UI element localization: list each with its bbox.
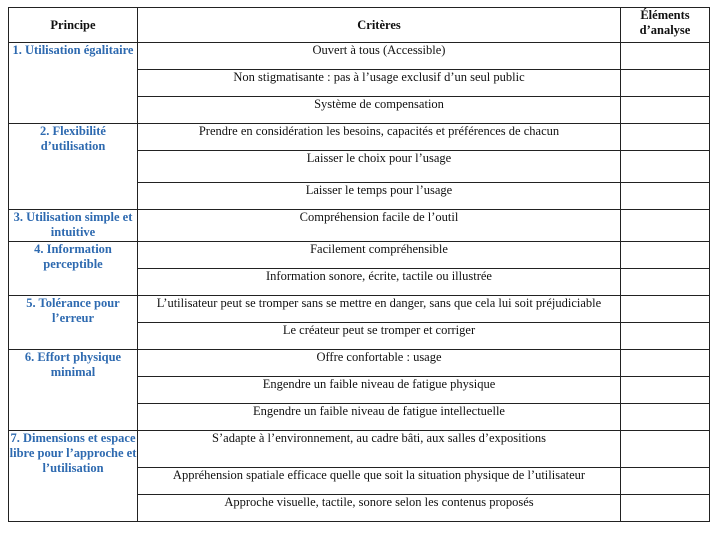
universal-design-table xyxy=(8,7,710,522)
analysis-cell[interactable] xyxy=(621,210,710,242)
principle-5: 5. Tolérance pour l’erreur xyxy=(9,296,138,350)
header-elements: Éléments d’analyse xyxy=(621,8,710,43)
criterion: Offre confortable : usage xyxy=(138,350,621,377)
analysis-cell[interactable] xyxy=(621,269,710,296)
principle-2: 2. Flexibilité d’utilisation xyxy=(9,124,138,210)
table-row xyxy=(9,431,710,468)
criterion: Le créateur peut se tromper et corriger xyxy=(138,323,621,350)
analysis-cell[interactable] xyxy=(621,468,710,495)
criterion: S’adapte à l’environnement, au cadre bâti, aux salles d’expositions xyxy=(138,431,621,468)
analysis-cell[interactable] xyxy=(621,183,710,210)
principle-6: 6. Effort physique minimal xyxy=(9,350,138,431)
table-row xyxy=(9,296,710,323)
criterion: Non stigmatisante : pas à l’usage exclusif d’un seul public xyxy=(138,70,621,97)
criterion: Engendre un faible niveau de fatigue intellectuelle xyxy=(138,404,621,431)
analysis-cell[interactable] xyxy=(621,377,710,404)
analysis-cell[interactable] xyxy=(621,97,710,124)
principle-4: 4. Information perceptible xyxy=(9,242,138,296)
table-row xyxy=(9,242,710,269)
criterion: Laisser le temps pour l’usage xyxy=(138,183,621,210)
analysis-cell[interactable] xyxy=(621,404,710,431)
criterion: Facilement compréhensible xyxy=(138,242,621,269)
header-row xyxy=(9,8,710,43)
analysis-cell[interactable] xyxy=(621,350,710,377)
analysis-cell[interactable] xyxy=(621,151,710,183)
criterion: Approche visuelle, tactile, sonore selon les contenus proposés xyxy=(138,495,621,522)
criterion: Engendre un faible niveau de fatigue physique xyxy=(138,377,621,404)
analysis-cell[interactable] xyxy=(621,124,710,151)
criterion: Compréhension facile de l’outil xyxy=(138,210,621,242)
criterion: Prendre en considération les besoins, capacités et préférences de chacun xyxy=(138,124,621,151)
table-row xyxy=(9,124,710,151)
criterion: Système de compensation xyxy=(138,97,621,124)
header-principe: Principe xyxy=(9,8,138,43)
criterion: Information sonore, écrite, tactile ou illustrée xyxy=(138,269,621,296)
analysis-cell[interactable] xyxy=(621,296,710,323)
principle-1: 1. Utilisation égalitaire xyxy=(9,43,138,124)
analysis-cell[interactable] xyxy=(621,495,710,522)
analysis-cell[interactable] xyxy=(621,70,710,97)
analysis-cell[interactable] xyxy=(621,431,710,468)
table-row xyxy=(9,210,710,242)
header-criteres: Critères xyxy=(138,8,621,43)
criterion: L’utilisateur peut se tromper sans se mettre en danger, sans que cela lui soit préjudiciable xyxy=(138,296,621,323)
criterion: Ouvert à tous (Accessible) xyxy=(138,43,621,70)
analysis-cell[interactable] xyxy=(621,43,710,70)
table-row xyxy=(9,43,710,70)
criterion: Appréhension spatiale efficace quelle que soit la situation physique de l’utilisateur xyxy=(138,468,621,495)
criterion: Laisser le choix pour l’usage xyxy=(138,151,621,183)
table-row xyxy=(9,350,710,377)
analysis-cell[interactable] xyxy=(621,242,710,269)
analysis-cell[interactable] xyxy=(621,323,710,350)
principle-7: 7. Dimensions et espace libre pour l’approche et l’utilisation xyxy=(9,431,138,522)
principle-3: 3. Utilisation simple et intuitive xyxy=(9,210,138,242)
